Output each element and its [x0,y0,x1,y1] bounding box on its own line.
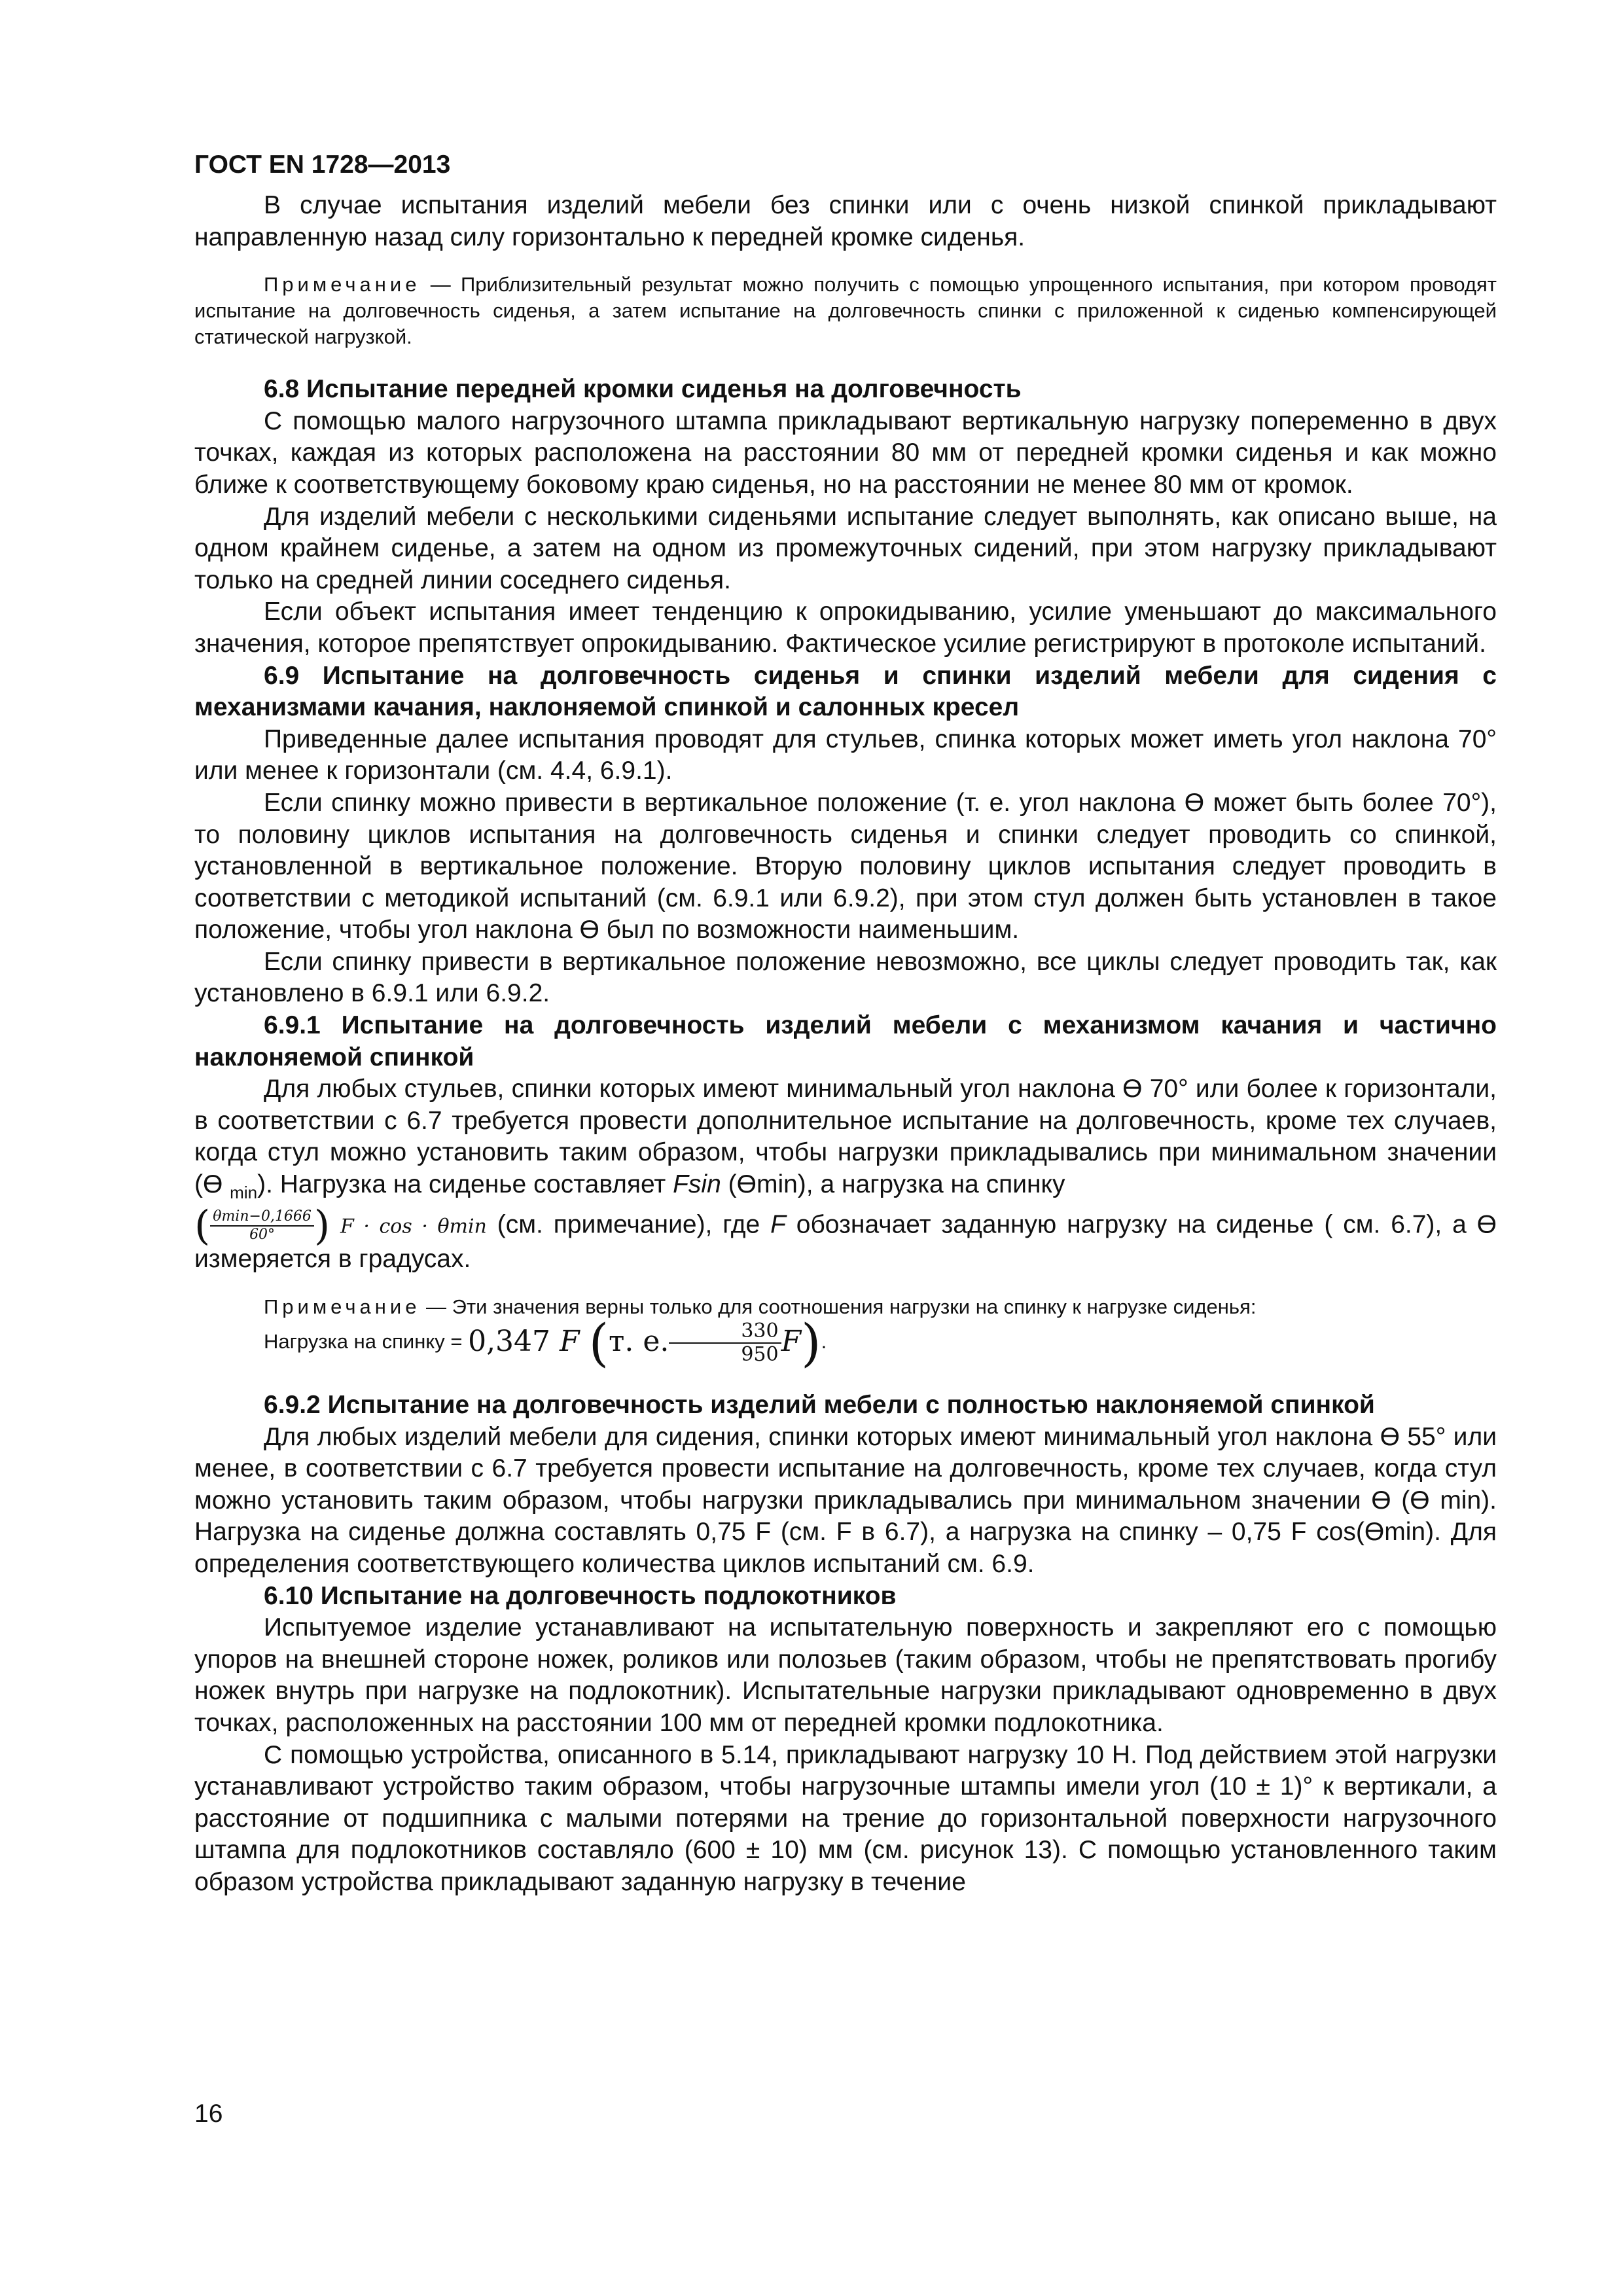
section-6-10-para-a: Испытуемое изделие устанавливают на испытательную поверхность и закрепляют его с помощью упоров на внешней стороне ножек, роликов или полозьев (таким образом, чтобы не препятствовать прогибу ножек внутрь при нагрузке на подлокотник). Испытательные нагрузки прикладывают одновременно в двух точках, расположенных на расстоянии 100 мм от передней кромки подлокотника. [194,1613,1497,1737]
formula-2-denominator: 950 [741,1343,779,1367]
text-run: обозначает заданную нагрузку на сиденье ( см. 6.7), а ϴ измеряется в градусах. [194,1210,1497,1274]
formula-2-lparen: ( [588,1314,609,1373]
note-2-formula-label: Нагрузка на спинку = [264,1330,469,1354]
note-2-formula-line: Нагрузка на спинку = 0,347 F (т. е. $\frac{330}{950}$ F). [264,1314,827,1373]
section-6-9-1-heading: 6.9.1 Испытание на долговечность изделий мебели с механизмом качания и частично наклоняемой спинкой [194,1011,1497,1071]
section-6-8-para-c: Если объект испытания имеет тенденцию к опрокидыванию, усилие уменьшают до максимального значения, которое препятствует опрокидыванию. Фактическое усилие регистрируют в протоколе испытаний. [194,598,1497,658]
text-run: Fsin [673,1170,721,1199]
note-1-text: — Приблизительный результат можно получить с помощью упрощенного испытания, при котором проводят испытание на долговечность сиденья, а затем испытание на долговечность спинки с приложенной к сиденью компенсирующей статической нагрузкой. [194,273,1497,349]
note-1-label: Примечание [264,273,421,296]
formula-2-te: т. е. [609,1324,669,1358]
formula-1-rparen: ) [313,1202,330,1250]
formula-1-fraction [210,1208,314,1244]
section-6-8-para-a: С помощью малого нагрузочного штампа прикладывают вертикальную нагрузку попеременно в двух точках, каждая из которых расположена на расстоянии 80 мм от передней кромки сиденья и как можно ближе к соответствующему боковому краю сиденья, но на расстоянии не менее 80 мм от кромок. [194,406,1497,499]
formula-1-numerator: θmin−0,1666 [210,1208,314,1227]
intro-paragraph: В случае испытания изделий мебели без спинки или с очень низкой спинкой прикладывают направленную назад силу горизонтально к передней кромке сиденья. [194,191,1497,251]
page-number: 16 [194,2100,223,2128]
text-run: (см. примечание), где [486,1210,771,1239]
section-6-8-para-b: Для изделий мебели с несколькими сиденьями испытание следует выполнять, как описано выше, на одном крайнем сиденье, а затем на одном из промежуточных сидений, при этом нагрузку прикладывают только на средней линии соседнего сиденья. [194,502,1497,594]
formula-2-F: F [560,1324,580,1358]
document-page [194,149,1497,1899]
formula-1-line [194,1202,1497,1276]
section-6-9-2-heading: 6.9.2 Испытание на долговечность изделий мебели с полностью наклоняемой спинкой [264,1391,1375,1420]
note-2-text: — Эти значения верны только для соотношения нагрузки на спинку к нагрузке сиденья: [420,1295,1257,1319]
formula-2-fraction [669,1320,781,1366]
text-run: (ϴmin), а нагрузка на спинку [721,1170,1065,1199]
formula-1-denominator: 60° [249,1227,276,1244]
section-6-9-1-para [194,1073,1497,1208]
text-run: ). Нагрузка на сиденье составляет [257,1170,673,1199]
section-6-8-heading: 6.8 Испытание передней кромки сиденья на долговечность [264,375,1022,404]
section-6-9-para-c: Если спинку привести в вертикальное положение невозможно, все циклы следует проводить так, как установлено в 6.9.1 или 6.9.2. [194,947,1497,1008]
note-1 [194,272,1497,350]
formula-2-F2: F [781,1324,802,1358]
text-run: Для любых стульев, спинки которых имеют минимальный угол наклона ϴ 70° или более к горизонтали, в соответствии с 6.7 требуется провести дополнительное испытание на долговечность, кроме тех случаев, когда стул можно установить таким образом, чтобы нагрузки прикладывались при минимальном значении (ϴ [194,1075,1497,1199]
subscript-min: min [230,1182,258,1202]
note-2-label: Примечание [264,1295,421,1319]
formula-2-coef: 0,347 [468,1324,560,1358]
section-6-10-heading: 6.10 Испытание на долговечность подлокотников [264,1581,897,1610]
section-6-9-2-para: Для любых изделий мебели для сидения, спинки которых имеют минимальный угол наклона ϴ 55° или менее, в соответствии с 6.7 требуется провести испытание на долговечность, кроме тех случаев, когда стул можно установить таким образом, чтобы нагрузки прикладывались при минимальном значении ϴ (ϴ min). Нагрузка на сиденье должна составлять 0,75 F (см. F в 6.7), а нагрузка на спинку – 0,75 F cos(ϴmin). Для определения соответствующего количества циклов испытаний см. 6.9. [194,1422,1497,1578]
section-6-9-heading: 6.9 Испытание на долговечность сиденья и спинки изделий мебели для сидения с механизмами качания, наклоняемой спинкой и салонных кресел [194,661,1497,722]
section-6-9-para-a: Приведенные далее испытания проводят для стульев, спинка которых может иметь угол наклона 70° или менее к горизонтали (см. 4.4, 6.9.1). [194,725,1497,785]
formula-1-tail: F · cos · θmin [340,1215,487,1238]
formula-2-rparen: ) [801,1314,821,1373]
document-header: ГОСТ EN 1728—2013 [194,151,451,179]
formula-2-numerator: 330 [669,1320,781,1344]
note-2 [194,1294,1497,1320]
section-6-9-para-b: Если спинку можно привести в вертикальное положение (т. е. угол наклона ϴ может быть более 70°), то половину циклов испытания на долговечность сиденья и спинки следует проводить со спинкой, установленной в вертикальное положение. Вторую половину циклов испытания следует проводить в соответствии с методикой испытаний (см. 6.9.1 или 6.9.2), при этом стул должен быть установлен в такое положение, чтобы угол наклона ϴ был по возможности наименьшим. [194,788,1497,944]
text-run: F [770,1210,786,1239]
formula-1-lparen: ( [194,1202,211,1250]
section-6-10-para-b: С помощью устройства, описанного в 5.14, прикладывают нагрузку 10 Н. Под действием этой нагрузки устанавливают устройство таким образом, чтобы нагрузочные штампы имели угол (10 ± 1)° к вертикали, а расстояние от подшипника с малыми потерями на трение до горизонтальной поверхности нагрузочного штампа для подлокотников составляло (600 ± 10) мм (см. рисунок 13). С помощью установленного таким образом устройства прикладывают заданную нагрузку в течение [194,1740,1497,1896]
